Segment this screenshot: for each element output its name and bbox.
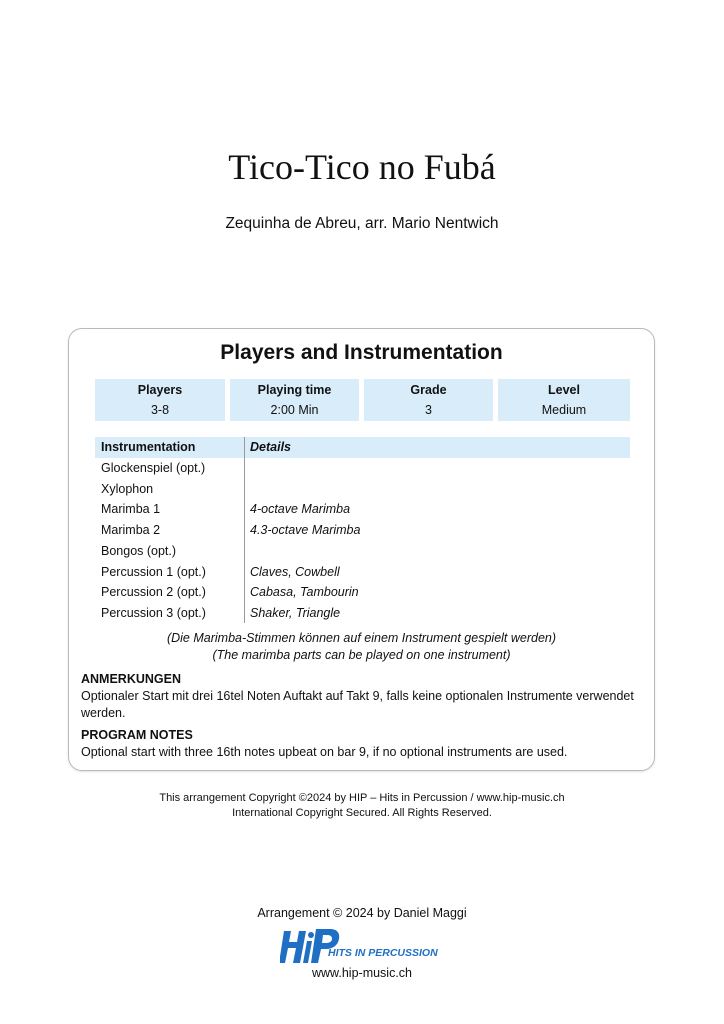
instrument-details: Shaker, Triangle <box>250 606 341 620</box>
table-row <box>95 520 630 541</box>
summary-header: Players <box>137 383 183 397</box>
instrument-name: Marimba 1 <box>101 502 161 516</box>
summary-grade <box>364 379 493 421</box>
instrument-details: Claves, Cowbell <box>250 565 340 579</box>
instrument-details: 4.3-octave Marimba <box>250 523 361 537</box>
anmerkungen-text: Optionaler Start mit drei 16tel Noten Auftakt auf Takt 9, falls keine optionalen Instrumente verwendet werden. <box>81 689 634 720</box>
summary-header: Grade <box>410 383 447 397</box>
instrument-name: Percussion 1 (opt.) <box>101 565 206 579</box>
marimba-note-german: (Die Marimba-Stimmen können auf einem Instrument gespielt werden) <box>166 631 557 645</box>
copyright-notice <box>0 791 724 821</box>
table-row <box>95 458 630 479</box>
summary-playing-time <box>230 379 359 421</box>
instrument-name: Bongos (opt.) <box>101 544 177 558</box>
program-notes-section <box>81 727 646 761</box>
instrumentation-header-row <box>95 437 630 458</box>
summary-value: Medium <box>541 403 587 417</box>
instrument-details: 4-octave Marimba <box>250 502 351 516</box>
copyright-line-1: This arrangement Copyright ©2024 by HIP – Hits in Percussion / www.hip-music.ch <box>159 792 565 804</box>
table-row <box>95 499 630 520</box>
program-notes-text: Optional start with three 16th notes upbeat on bar 9, if no optional instruments are used. <box>81 745 568 759</box>
hip-logo <box>280 925 445 967</box>
score-title: Tico-Tico no Fubá <box>228 147 496 187</box>
instrument-name: Glockenspiel (opt.) <box>101 461 206 475</box>
summary-value: 3-8 <box>150 403 170 417</box>
hip-logo-icon <box>280 925 445 967</box>
summary-header: Level <box>548 383 580 397</box>
program-notes-heading: PROGRAM NOTES <box>81 728 193 742</box>
summary-table <box>95 379 630 421</box>
instrument-name: Xylophon <box>101 482 154 496</box>
marimba-note-english: (The marimba parts can be played on one instrument) <box>212 648 511 662</box>
website-url: www.hip-music.ch <box>311 966 413 980</box>
table-row <box>95 541 630 562</box>
table-row <box>95 582 630 603</box>
logo-text: HITS IN PERCUSSION <box>328 947 438 959</box>
instrument-name: Percussion 2 (opt.) <box>101 585 206 599</box>
anmerkungen-heading: ANMERKUNGEN <box>81 672 181 686</box>
header-instrumentation: Instrumentation <box>101 440 196 454</box>
summary-value: 3 <box>425 403 432 417</box>
table-row <box>95 562 630 583</box>
summary-level <box>498 379 630 421</box>
summary-header: Playing time <box>257 383 332 397</box>
anmerkungen-section <box>81 671 646 722</box>
instrumentation-panel <box>68 328 655 771</box>
summary-players <box>95 379 225 421</box>
copyright-line-2: International Copyright Secured. All Rights Reserved. <box>232 807 492 819</box>
instrument-details: Cabasa, Tambourin <box>250 585 359 599</box>
table-row <box>95 479 630 500</box>
instrument-name: Marimba 2 <box>101 523 161 537</box>
panel-title: Players and Instrumentation <box>220 341 503 364</box>
composer-credit: Zequinha de Abreu, arr. Mario Nentwich <box>225 215 499 232</box>
table-row <box>95 603 630 624</box>
header-details: Details <box>250 440 291 454</box>
instrument-name: Percussion 3 (opt.) <box>101 606 206 620</box>
arrangement-credit: Arrangement © 2024 by Daniel Maggi <box>257 906 467 920</box>
summary-value: 2:00 Min <box>270 403 319 417</box>
